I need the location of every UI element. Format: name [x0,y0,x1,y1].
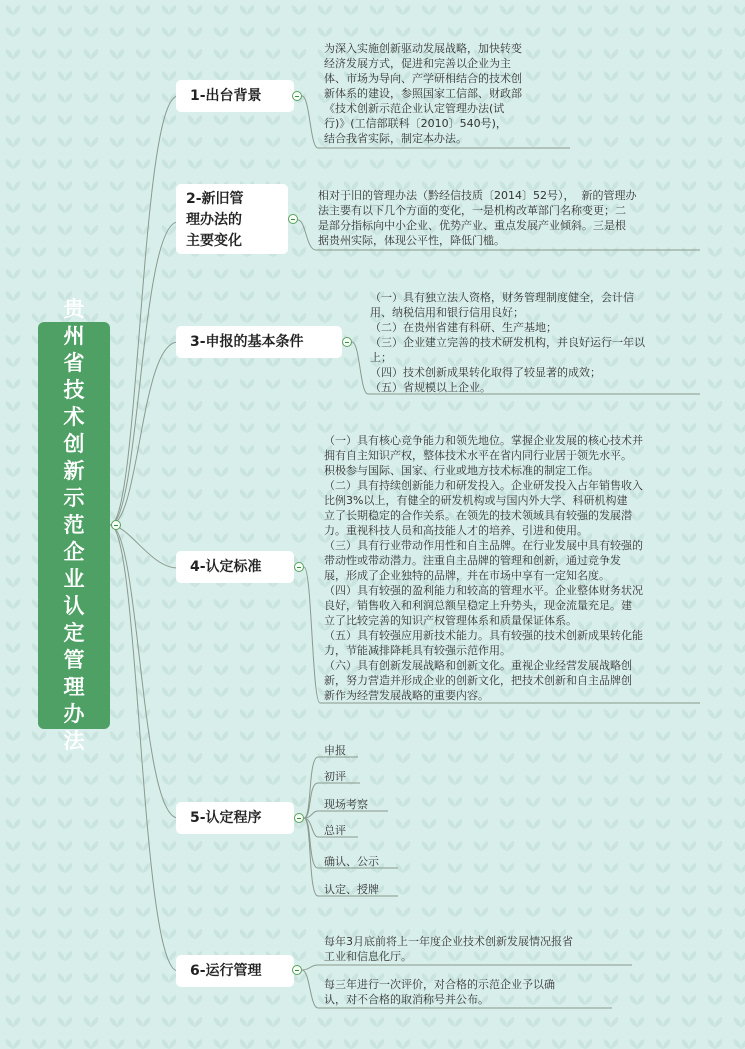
collapse-toggle-icon[interactable] [294,562,304,572]
collapse-toggle-icon[interactable] [342,337,352,347]
branch-procedure-label: 5-认定程序 [190,810,262,826]
collapse-toggle-icon[interactable] [292,965,302,975]
branch-conditions-text: （一）具有独立法人资格，财务管理制度健全，会计信 用、纳税信用和银行信用良好； （二）在贵州省建有科研、生产基地； （三）企业建立完善的技术研发机构，并良好运行一年以 上； （四）技术创新成果转化取得了较显著的成效； （五）省规模以上企业。 [370,291,645,394]
branch-standards[interactable] [176,551,294,583]
procedure-step: 确认、公示 [324,855,379,868]
collapse-toggle-icon[interactable] [294,813,304,823]
collapse-toggle-icon[interactable] [111,520,121,530]
branch-operation-label: 6-运行管理 [190,963,262,979]
operation-item: 每三年进行一次评价，对合格的示范企业予以确 认，对不合格的取消称号并公布。 [324,978,555,1006]
branch-conditions[interactable] [176,326,342,358]
branch-changes-text: 相对于旧的管理办法（黔经信技质〔2014〕52号）， 新的管理办 法主要有以下几个方面的变化，一是机构改革部门名称变更；二 是部分指标向中小企业、优势产业、重点发展产业倾斜。三是根 据贵州实际，体现公平性，降低门槛。 [318,189,637,247]
branch-standards-text: （一）具有核心竞争能力和领先地位。掌握企业发展的核心技术并 拥有自主知识产权，整体技术水平在省内同行业居于领先水平。 积极参与国际、国家、行业或地方技术标准的制定工作。 （二）具有持续创新能力和研发投入。企业研发投入占年销售收入 比例3%以上，有健全的研发机构或与国内外大学、科研机构建 立了长期稳定的合作关系。在领先的技术领域具有较强的发展潜 力。重视科技人员和高技能人才的培养、引进和使用。 （三）具有行业带动作用性和自主品牌。在行业发展中具有较强的 带动性或带动潜力。注重自主品牌的管理和创新，通过竞争发 展，形成了企业独特的品牌，并在市场中享有一定知名度。 （四）具有较强的盈利能力和较高的管理水平。企业整体财务状况 良好，销售收入和利润总额呈稳定上升势头，现金流量充足。建 立了比较完善的知识产权管理体系和质量保证体系。 （五）具有较强应用新技术能力。具有较强的技术创新成果转化能 力，节能减排降耗具有较强示范作用。 （六）具有创新发展战略和创新文化。重视企业经营发展战略创 新，努力营造并形成企业的创新文化，把技术创新和自主品牌创 新作为经营发展战略的重要内容。 [324,434,643,702]
branch-background-label: 1-出台背景 [190,88,262,104]
procedure-step: 总评 [324,824,346,837]
procedure-step: 现场考察 [324,798,368,811]
procedure-step: 认定、授牌 [324,883,379,896]
branch-operation[interactable] [176,955,294,987]
branch-conditions-label: 3-申报的基本条件 [190,334,304,350]
collapse-toggle-icon[interactable] [292,91,302,101]
root-topic[interactable] [38,297,110,753]
branch-background-text: 为深入实施创新驱动发展战略，加快转变 经济发展方式，促进和完善以企业为主 体、市场为导向、产学研相结合的技术创 新体系的建设，参照国家工信部、财政部 《技术创新示范企业认定管理办法(试 行)》(工信部联科〔2010〕540号)， 结合我省实际，制定本办法。 [324,42,522,145]
branch-background[interactable] [176,80,294,112]
collapse-toggle-icon[interactable] [288,214,298,224]
branch-changes[interactable] [176,184,288,254]
branch-changes-label: 2-新旧管 理办法的 主要变化 [186,191,244,249]
procedure-step: 初评 [324,770,346,783]
procedure-step: 申报 [324,744,346,757]
branch-standards-label: 4-认定标准 [190,559,262,575]
operation-item: 每年3月底前将上一年度企业技术创新发展情况报省 工业和信息化厅。 [324,935,573,963]
root-topic-label: 贵州省技术创新示范企业认定管理办法 [63,297,85,753]
branch-procedure[interactable] [176,802,294,834]
